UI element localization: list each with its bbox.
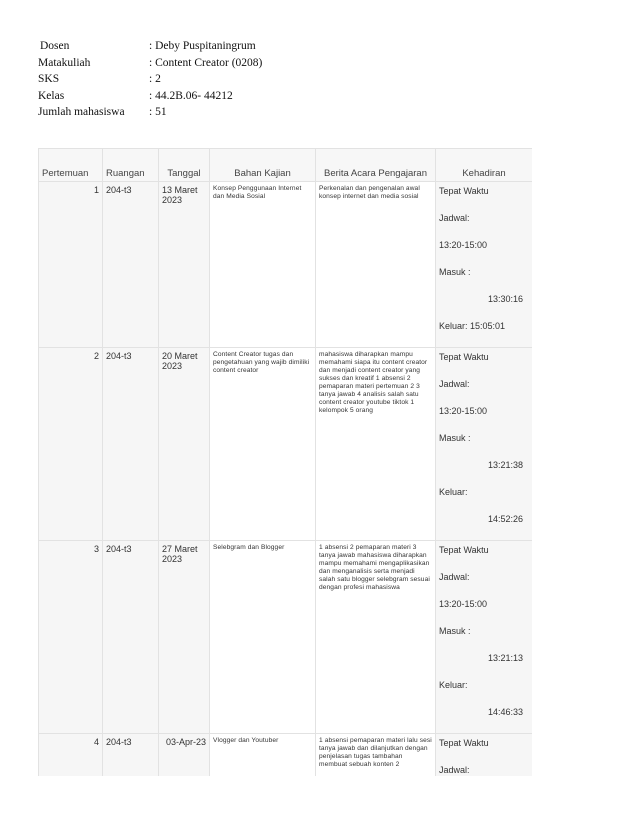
kehadiran-jadwal: 13:20-15:00 (439, 240, 488, 250)
kehadiran-status: Tepat Waktu (439, 738, 489, 748)
cell-ruangan: 204-t3 (103, 734, 159, 777)
attendance-table-container (38, 148, 532, 776)
table-row (39, 348, 533, 541)
kehadiran-keluar: 14:52:26 (487, 514, 523, 524)
kehadiran-masuk-label: Masuk : (439, 267, 471, 277)
kehadiran-jadwal-label: Jadwal: (439, 572, 470, 582)
header-berita-acara: Berita Acara Pengajaran (316, 149, 436, 182)
kehadiran-jadwal-label: Jadwal: (439, 379, 470, 389)
sks-value: : 2 (149, 73, 161, 85)
cell-bahan-kajian: Vlogger dan Youtuber (210, 734, 316, 777)
cell-tanggal: 13 Maret 2023 (159, 182, 210, 348)
kehadiran-status: Tepat Waktu (439, 352, 489, 362)
cell-tanggal: 20 Maret 2023 (159, 348, 210, 541)
cell-kehadiran (436, 348, 533, 541)
kehadiran-keluar-label: Keluar: (439, 487, 468, 497)
kelas-label: Kelas (38, 89, 65, 102)
cell-berita-acara: mahasiswa diharapkan mampu memahami siapa itu content creator dan menjadi content creator yang sukses dan kreatif 1 absensi 2 pemaparan materi pertemuan 2 3 tanya jawab 4 analisis salah satu content creator youtube tiktok 1 kelompok 5 orang (316, 348, 436, 541)
cell-berita-acara: 1 absensi 2 pemaparan materi 3 tanya jawab mahasiswa diharapkan mampu memahami mengaplikasikan dan menganalisis serta menjadi salah satu blogger selebgram sesuai dengan profesi mahasiswa (316, 541, 436, 734)
cell-bahan-kajian: Konsep Penggunaan Internet dan Media Sosial (210, 182, 316, 348)
info-row-jumlah (38, 104, 262, 121)
cell-pertemuan: 3 (39, 541, 103, 734)
kehadiran-masuk-label: Masuk : (439, 433, 471, 443)
jumlah-value: : 51 (149, 106, 167, 118)
info-row-kelas (38, 88, 262, 105)
cell-ruangan: 204-t3 (103, 348, 159, 541)
kehadiran-keluar: Keluar: 15:05:01 (439, 321, 506, 331)
header-ruangan: Ruangan (103, 149, 159, 182)
header-kehadiran: Kehadiran (436, 149, 533, 182)
kehadiran-masuk: 13:30:16 (487, 294, 523, 304)
cell-kehadiran (436, 182, 533, 348)
kehadiran-masuk: 13:21:38 (487, 460, 523, 470)
kehadiran-masuk-label: Masuk : (439, 626, 471, 636)
cell-kehadiran (436, 541, 533, 734)
cell-ruangan: 204-t3 (103, 182, 159, 348)
info-row-dosen (38, 38, 262, 55)
matakuliah-value: : Content Creator (0208) (149, 56, 263, 69)
header-tanggal: Tanggal (159, 149, 210, 182)
table-row (39, 182, 533, 348)
table-header-row (39, 149, 533, 182)
kehadiran-keluar-label: Keluar: (439, 680, 468, 690)
kehadiran-jadwal: 13:20-15:00 (439, 599, 488, 609)
kehadiran-jadwal-label: Jadwal: (439, 213, 470, 223)
table-row (39, 734, 533, 777)
info-row-sks (38, 71, 262, 88)
cell-bahan-kajian: Selebgram dan Blogger (210, 541, 316, 734)
kehadiran-jadwal: 13:20-15:00 (439, 406, 488, 416)
cell-tanggal: 03-Apr-23 (159, 734, 210, 777)
matakuliah-label: Matakuliah (38, 56, 91, 69)
kehadiran-keluar: 14:46:33 (487, 707, 523, 717)
header-pertemuan: Pertemuan (39, 149, 103, 182)
kehadiran-masuk: 13:21:13 (487, 653, 523, 663)
kehadiran-status: Tepat Waktu (439, 186, 489, 196)
table-row (39, 541, 533, 734)
cell-bahan-kajian: Content Creator tugas dan pengetahuan yang wajib dimiliki content creator (210, 348, 316, 541)
cell-pertemuan: 1 (39, 182, 103, 348)
jumlah-label: Jumlah mahasiswa (38, 106, 125, 118)
cell-pertemuan: 2 (39, 348, 103, 541)
dosen-value: : Deby Puspitaningrum (149, 40, 256, 52)
dosen-label: Dosen (40, 40, 70, 52)
kelas-value: : 44.2B.06- 44212 (149, 89, 233, 102)
cell-berita-acara: Perkenalan dan pengenalan awal konsep internet dan media sosial (316, 182, 436, 348)
kehadiran-jadwal-label: Jadwal: (439, 765, 470, 775)
cell-berita-acara: 1 absensi pemaparan materi lalu sesi tanya jawab dan dilanjutkan dengan penjelasan tugas tambahan membuat sebuah konten 2 (316, 734, 436, 777)
header-bahan-kajian: Bahan Kajian (210, 149, 316, 182)
cell-kehadiran (436, 734, 533, 777)
cell-ruangan: 204-t3 (103, 541, 159, 734)
course-info (38, 38, 262, 121)
info-row-matakuliah (38, 55, 262, 72)
kehadiran-status: Tepat Waktu (439, 545, 489, 555)
cell-pertemuan: 4 (39, 734, 103, 777)
sks-label: SKS (38, 73, 60, 85)
cell-tanggal: 27 Maret 2023 (159, 541, 210, 734)
attendance-table (38, 148, 532, 776)
